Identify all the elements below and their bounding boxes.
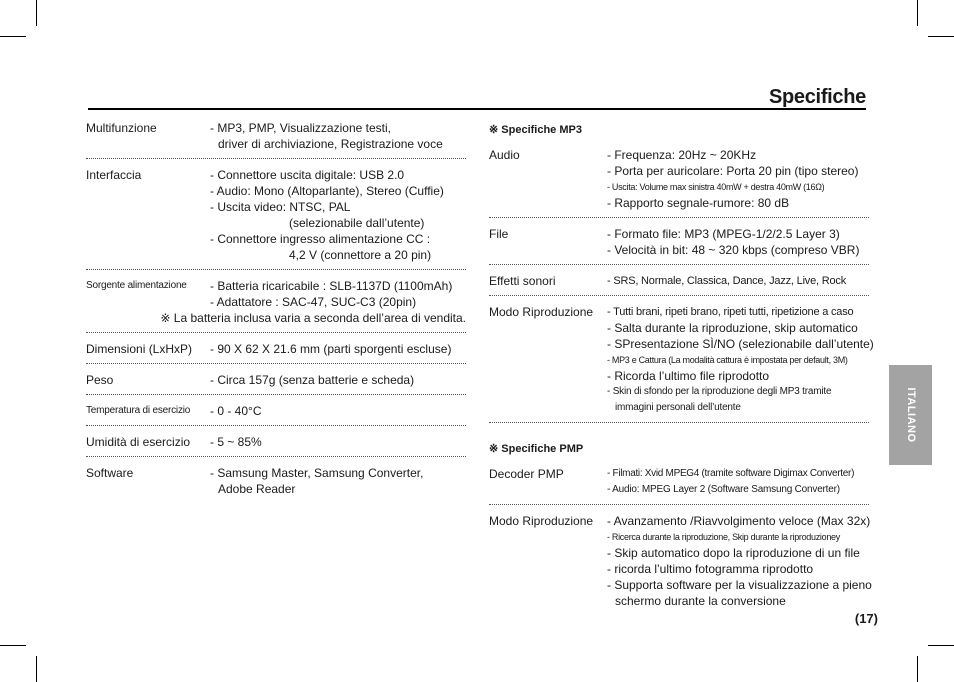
spec-line: - Adattatore : SAC-47, SUC-C3 (20pin) (210, 295, 417, 309)
spec-row-audio (489, 147, 869, 211)
spec-label: Interfaccia (86, 168, 142, 182)
language-side-tab (889, 365, 932, 465)
dotted-divider (86, 394, 466, 395)
spec-value (607, 226, 869, 258)
mp3-section-header: ※ Specifiche MP3 (489, 124, 582, 136)
spec-label: Modo Riproduzione (489, 305, 594, 319)
spec-label: Sorgente alimentazione (86, 280, 187, 291)
crop-mark (0, 645, 26, 646)
spec-label: Umidità di esercizio (86, 435, 191, 449)
dotted-divider (489, 422, 869, 423)
crop-mark (36, 0, 37, 26)
spec-value (210, 341, 466, 357)
crop-mark (928, 36, 954, 37)
left-spec-column (86, 120, 466, 497)
spec-line: - Filmati: Xvid MPEG4 (tramite software Digimax Converter) (607, 468, 855, 479)
dotted-divider (86, 332, 466, 333)
spec-line: - Supporta software per la visualizzazione a pieno (607, 578, 872, 592)
crop-mark (917, 656, 918, 682)
battery-note: ※ La batteria inclusa varia a seconda dell’area di vendita. (160, 311, 466, 325)
spec-line: - 5 ~ 85% (210, 435, 262, 449)
spec-value (607, 466, 869, 498)
dotted-divider (489, 504, 869, 505)
spec-row-file (489, 226, 869, 258)
spec-value (607, 304, 874, 416)
spec-line: - Formato file: MP3 (MPEG-1/2/2.5 Layer 3) (607, 227, 840, 241)
spec-line: - Audio: MPEG Layer 2 (Software Samsung Converter) (607, 484, 840, 495)
dotted-divider (86, 158, 466, 159)
spec-value (210, 465, 466, 497)
title-rule (88, 108, 866, 110)
spec-line: - Porta per auricolare: Porta 20 pin (tipo stereo) (607, 164, 859, 178)
spec-line: - Audio: Mono (Altoparlante), Stereo (Cuffie) (210, 184, 444, 198)
spec-label: Audio (489, 148, 520, 162)
language-tab-label: ITALIANO (904, 387, 917, 443)
spec-line: - Samsung Master, Samsung Converter, (210, 466, 424, 480)
spec-line: - Rapporto segnale-rumore: 80 dB (607, 196, 790, 210)
spec-value (210, 167, 466, 263)
pmp-section-header: ※ Specifiche PMP (489, 443, 584, 455)
spec-row-multifunzione (86, 120, 466, 152)
spec-value (210, 278, 466, 310)
spec-line: schermo durante la conversione (615, 594, 786, 608)
spec-line: - Ricerca durante la riproduzione, Skip durante la riproduzioney (607, 532, 840, 542)
crop-mark (0, 36, 26, 37)
spec-line: Adobe Reader (218, 482, 296, 496)
spec-label: Software (86, 466, 134, 480)
dotted-divider (86, 425, 466, 426)
spec-value (607, 147, 869, 211)
spec-label: Effetti sonori (489, 274, 556, 288)
spec-line: - Uscita: Volume max sinistra 40mW + destra 40mW (16Ω) (607, 182, 825, 192)
spec-value (210, 403, 466, 419)
spec-label: Temperatura di esercizio (86, 405, 191, 416)
crop-mark (928, 645, 954, 646)
spec-line: - Ricorda l’ultimo file riprodotto (607, 369, 770, 383)
spec-line: - Circa 157g (senza batterie e scheda) (210, 373, 415, 387)
crop-mark (36, 656, 37, 682)
spec-row-umidita (86, 434, 466, 450)
spec-line: - ricorda l’ultimo fotogramma riprodotto (607, 562, 814, 576)
spec-row-decoder (489, 466, 869, 498)
dotted-divider (489, 217, 869, 218)
spec-line: - Connettore uscita digitale: USB 2.0 (210, 168, 405, 182)
spec-line: - MP3, PMP, Visualizzazione testi, (210, 121, 391, 135)
spec-line: - MP3 e Cattura (La modalità cattura è impostata per default, 3M) (607, 355, 848, 365)
spec-label: Modo Riproduzione (489, 514, 594, 528)
spec-row-modo-mp3 (489, 304, 874, 416)
spec-line: - Velocità in bit: 48 ~ 320 kbps (compreso VBR) (607, 243, 860, 257)
spec-line: - Frequenza: 20Hz ~ 20KHz (607, 148, 757, 162)
spec-value (607, 273, 869, 289)
spec-label: Decoder PMP (489, 467, 564, 481)
dotted-divider (489, 264, 869, 265)
spec-line: - Skip automatico dopo la riproduzione di un file (607, 546, 860, 560)
spec-row-software (86, 465, 466, 497)
spec-line: - Tutti brani, ripeti brano, ripeti tutti, ripetizione a caso (607, 306, 854, 318)
spec-row-peso (86, 372, 466, 388)
spec-row-effetti (489, 273, 869, 289)
spec-line: - Connettore ingresso alimentazione CC : (210, 232, 431, 246)
spec-value (210, 434, 466, 450)
spec-row-temperatura (86, 403, 466, 419)
spec-label: Dimensioni (LxHxP) (86, 342, 193, 356)
spec-label: Multifunzione (86, 121, 157, 135)
dotted-divider (86, 269, 466, 270)
spec-value (607, 513, 872, 609)
spec-label: Peso (86, 373, 114, 387)
spec-line: - Uscita video: NTSC, PAL (210, 200, 351, 214)
spec-line: - SPresentazione SÌ/NO (selezionabile dall’utente) (607, 337, 874, 351)
spec-line: - Salta durante la riproduzione, skip automatico (607, 321, 858, 335)
spec-line: 4,2 V (connettore a 20 pin) (289, 248, 432, 262)
spec-line: - Batteria ricaricabile : SLB-1137D (1100mAh) (210, 279, 453, 293)
crop-mark (917, 0, 918, 26)
page-title: Specifiche (768, 86, 866, 108)
spec-line: - 0 - 40°C (210, 404, 262, 418)
spec-line: - 90 X 62 X 21.6 mm (parti sporgenti escluse) (210, 342, 452, 356)
spec-row-modo-pmp (489, 513, 872, 609)
spec-line: immagini personali dell’utente (615, 402, 741, 413)
spec-row-dimensioni (86, 341, 466, 357)
right-spec-column (489, 122, 874, 609)
page-number: (17) (854, 611, 878, 626)
dotted-divider (86, 363, 466, 364)
spec-label: File (489, 227, 509, 241)
spec-line: driver di archiviazione, Registrazione voce (218, 137, 443, 151)
spec-line: - Skin di sfondo per la riproduzione degli MP3 tramite (607, 386, 832, 397)
spec-row-interfaccia (86, 167, 466, 263)
spec-line: - SRS, Normale, Classica, Dance, Jazz, Live, Rock (607, 275, 846, 287)
spec-row-sorgente (86, 278, 466, 310)
spec-value (210, 120, 466, 152)
spec-value (210, 372, 466, 388)
spec-line: - Avanzamento /Riavvolgimento veloce (Max 32x) (607, 514, 871, 528)
dotted-divider (489, 295, 869, 296)
spec-line: (selezionabile dall’utente) (289, 216, 425, 230)
dotted-divider (86, 456, 466, 457)
